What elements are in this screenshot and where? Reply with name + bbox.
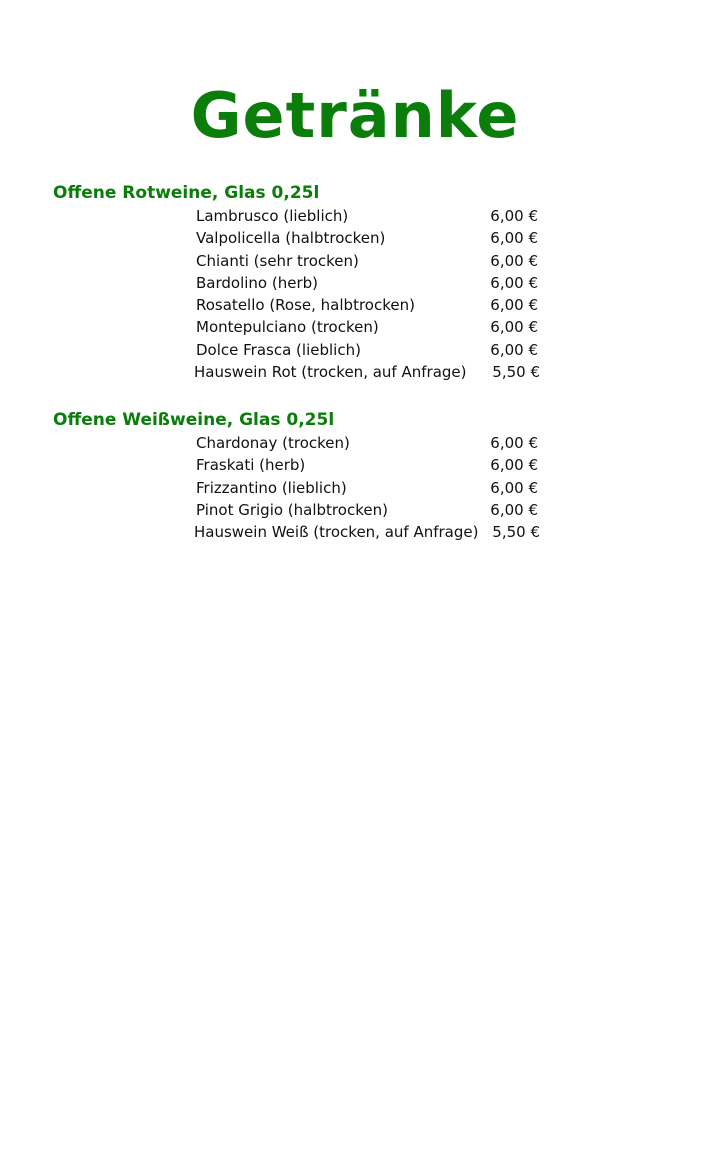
list-item <box>0 250 710 272</box>
item-price: 6,00 € <box>490 296 538 315</box>
item-price: 6,00 € <box>490 340 538 359</box>
item-price: 6,00 € <box>490 318 538 337</box>
item-list <box>0 432 710 543</box>
item-price: 6,00 € <box>490 229 538 248</box>
item-price: 5,50 € <box>492 363 540 382</box>
item-name: Dolce Frasca (lieblich) <box>196 340 361 359</box>
item-name: Rosatello (Rose, halbtrocken) <box>196 296 415 315</box>
list-item <box>0 499 710 521</box>
list-item <box>0 272 710 294</box>
list-item <box>0 432 710 454</box>
page-title: Getränke <box>190 79 520 152</box>
item-price: 6,00 € <box>490 478 538 497</box>
section-heading: Offene Rotweine, Glas 0,25l <box>53 183 320 203</box>
item-name: Valpolicella (halbtrocken) <box>196 229 386 248</box>
item-list <box>0 205 710 383</box>
list-item <box>0 227 710 249</box>
section-heading: Offene Weißweine, Glas 0,25l <box>53 410 335 430</box>
item-name: Hauswein Weiß (trocken, auf Anfrage) <box>194 523 479 542</box>
list-item <box>0 477 710 499</box>
item-name: Chardonay (trocken) <box>196 434 350 452</box>
item-price: 6,00 € <box>490 500 538 519</box>
item-price: 5,50 € <box>492 523 540 542</box>
item-price: 6,00 € <box>490 456 538 475</box>
list-item <box>0 294 710 316</box>
list-item <box>0 339 710 361</box>
item-name: Fraskati (herb) <box>196 456 306 475</box>
list-item <box>0 454 710 476</box>
item-name: Bardolino (herb) <box>196 273 318 292</box>
item-name: Montepulciano (trocken) <box>196 318 379 337</box>
item-name: Lambrusco (lieblich) <box>196 207 349 225</box>
item-price: 6,00 € <box>490 251 538 270</box>
item-price: 6,00 € <box>490 207 538 225</box>
list-item <box>0 205 710 227</box>
item-price: 6,00 € <box>490 434 538 452</box>
list-item <box>0 316 710 338</box>
item-name: Pinot Grigio (halbtrocken) <box>196 500 388 519</box>
item-price: 6,00 € <box>490 273 538 292</box>
item-name: Hauswein Rot (trocken, auf Anfrage) <box>194 363 467 382</box>
item-name: Frizzantino (lieblich) <box>196 478 347 497</box>
item-name: Chianti (sehr trocken) <box>196 251 359 270</box>
list-item <box>0 521 710 543</box>
list-item <box>0 361 710 383</box>
